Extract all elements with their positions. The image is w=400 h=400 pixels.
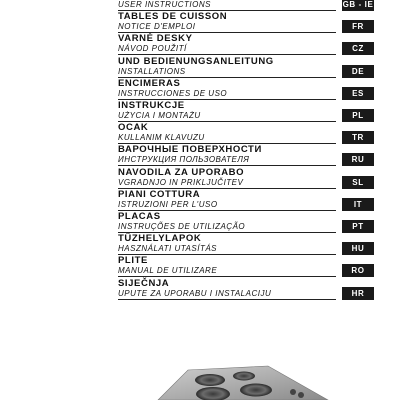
instructions-subtitle: VGRADNJO IN PRIKLJUČITEV xyxy=(118,177,244,187)
language-row xyxy=(0,0,400,11)
language-code-badge: RU xyxy=(342,153,374,166)
language-code-badge: GB - IE xyxy=(342,0,374,9)
language-code-badge: IT xyxy=(342,198,374,211)
language-row xyxy=(0,122,400,144)
instructions-subtitle: NÁVOD POUŽITÍ xyxy=(118,44,187,54)
language-row xyxy=(0,189,400,211)
product-title: PLACAS xyxy=(118,211,161,222)
language-row xyxy=(0,255,400,277)
product-title: INSTRUKCJE xyxy=(118,100,185,111)
instructions-subtitle: UŻYCIA I MONTAŻU xyxy=(118,111,201,120)
language-row xyxy=(0,278,400,300)
language-code-badge: RO xyxy=(342,264,374,277)
language-code-badge: FR xyxy=(342,20,374,33)
cooktop-image xyxy=(118,362,378,400)
instructions-subtitle: INSTALLATIONS xyxy=(118,66,186,76)
product-title: TŰZHELYLAPOK xyxy=(118,233,202,245)
instructions-subtitle: HASZNÁLATI UTASÍTÁS xyxy=(118,244,217,254)
instructions-subtitle: INSTRUCCIONES DE USO xyxy=(118,88,228,98)
instructions-subtitle: INSTRUÇÕES DE UTILIZAÇÃO xyxy=(118,222,246,231)
product-title: NAVODILA ZA UPORABO xyxy=(118,166,245,178)
product-title: UND BEDIENUNGSANLEITUNG xyxy=(118,55,274,67)
instructions-subtitle: ИНСТРУКЦИЯ ПОЛЬЗОВАТЕЛЯ xyxy=(118,155,250,165)
product-title: SIJEČNJA xyxy=(118,277,170,289)
language-code-badge: TR xyxy=(342,131,374,144)
language-code-badge: ES xyxy=(342,87,374,100)
product-title: OCAK xyxy=(118,122,149,134)
language-code-badge: CZ xyxy=(342,42,374,55)
language-code-badge: PT xyxy=(342,220,374,233)
instructions-subtitle: KULLANIM KLAVUZU xyxy=(118,133,205,143)
instructions-subtitle: ISTRUZIONI PER L'USO xyxy=(118,199,218,209)
language-row xyxy=(0,78,400,100)
language-row xyxy=(0,211,400,233)
instructions-subtitle: NOTICE D'EMPLOI xyxy=(118,22,196,32)
language-row xyxy=(0,233,400,255)
instructions-subtitle: USER INSTRUCTIONS xyxy=(118,0,211,9)
instructions-subtitle: MANUAL DE UTILIZARE xyxy=(118,266,218,276)
product-title: TABLES DE CUISSON xyxy=(118,11,228,23)
language-row xyxy=(0,100,400,122)
language-row xyxy=(0,11,400,33)
language-row xyxy=(0,144,400,166)
language-code-badge: DE xyxy=(342,65,374,78)
product-title: ВАРОЧНЫЕ ПОВЕРХНОСТИ xyxy=(118,144,262,156)
product-title: PIANI COTTURA xyxy=(118,188,201,200)
language-row xyxy=(0,167,400,189)
language-code-badge: HU xyxy=(342,242,374,255)
language-row xyxy=(0,56,400,78)
product-title: PLITE xyxy=(118,255,148,267)
language-code-badge: PL xyxy=(342,109,374,122)
divider xyxy=(118,299,336,300)
product-title: VARNÉ DESKY xyxy=(118,33,193,45)
instructions-subtitle: UPUTE ZA UPORABU I INSTALACIJU xyxy=(118,288,272,298)
language-code-badge: HR xyxy=(342,287,374,300)
product-title: ENCIMERAS xyxy=(118,77,181,89)
language-code-badge: SL xyxy=(342,176,374,189)
language-row xyxy=(0,33,400,55)
